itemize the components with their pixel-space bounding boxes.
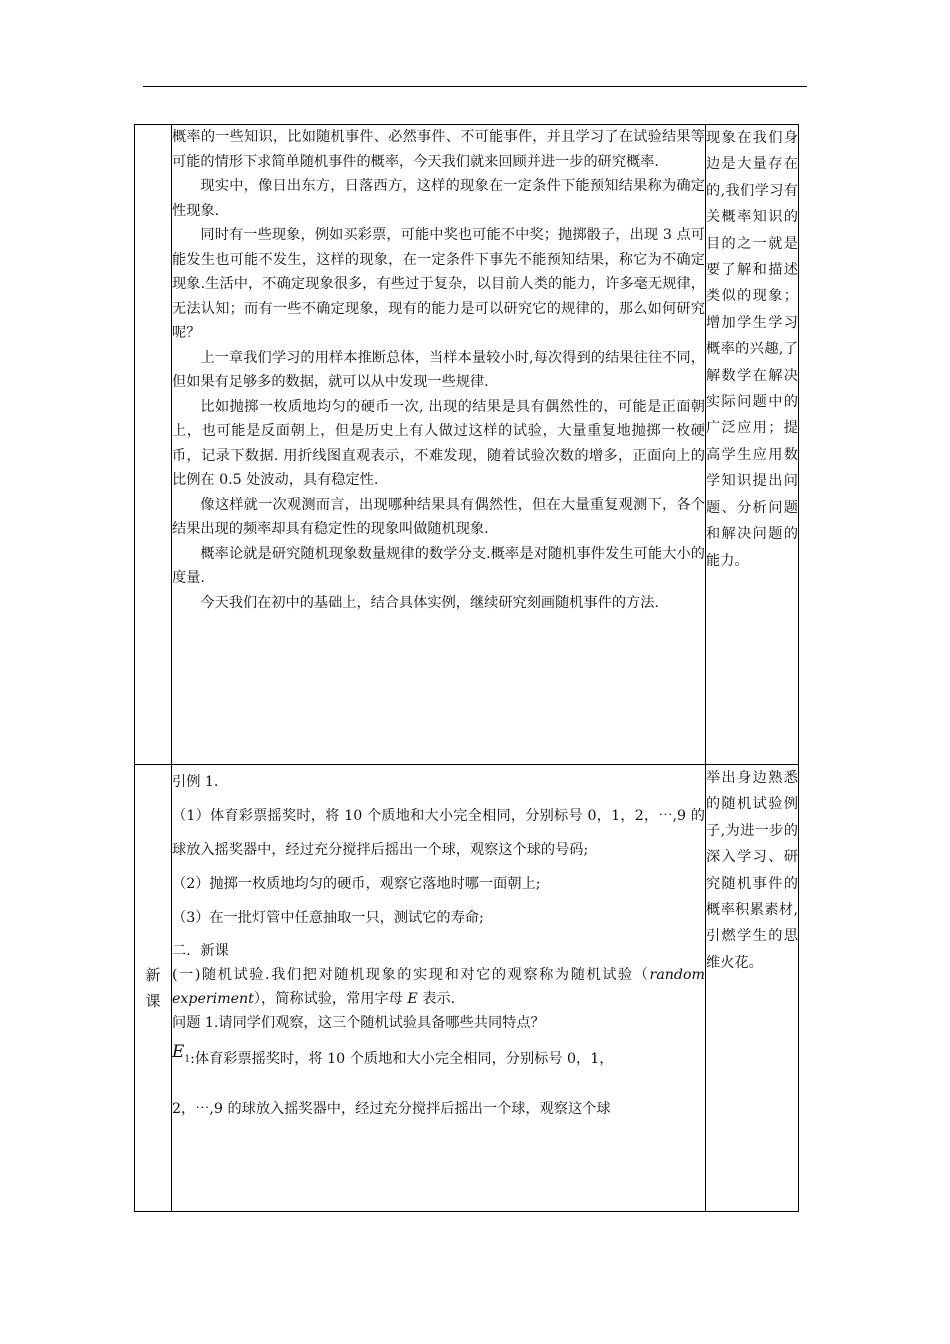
teaching-content-cell [172,125,706,765]
paragraph-uncertain: 同时有一些现象，例如买彩票，可能中奖也可能不中奖；抛掷骰子，出现 3 点可能发生也可能不发生，这样的现象，在一定条件下事先不能预知结果，称它为不确定现象.生活中，不确定现象很多，有些过于复杂，以目前人类的能力，许多毫无规律，无法认知；而有一些不确定现象，现有的能力是可以研究它的规律的，那么如何研究呢？ [172,227,705,341]
design-intent-cell: 现象在我们身边是大量存在的,我们学习有关概率知识的目的之一就是要了解和描述类似的现象；增加学生学习概率的兴趣,了解数学在解决实际问题中的广泛应用；提高学生应用数学知识提出问题、分析问题和解决问题的能力。 [706,125,799,765]
definition-prefix: (一)随机试验.我们把对随机现象的实现和对它的观察称为随机试验（ [172,967,650,983]
paragraph-intro: 概率的一些知识，比如随机事件、必然事件、不可能事件，并且学习了在试验结果等可能的情形下求简单随机事件的概率，今天我们就来回顾并进一步的研究概率. [172,129,705,170]
definition-letter: E [407,991,418,1007]
stage-label-char: 新 [145,966,161,984]
design-intent-cell: 举出身边熟悉的随机试验例子,为进一步的深入学习、研究随机事件的概率积累素材,引燃学生的思维火花。 [706,765,799,1212]
experiment-e1-continued: 2，⋯,9 的球放入摇奖器中，经过充分搅拌后摇出一个球，观察这个球 [172,1101,611,1118]
paragraph-today: 今天我们在初中的基础上，结合具体实例，继续研究刻画随机事件的方法. [200,594,659,611]
example-item-1: （1）体育彩票摇奖时，将 10 个质地和大小完全相同，分别标号 0，1，2，⋯,9 的球放入摇奖器中，经过充分搅拌后摇出一个球，观察这个球的号码; [172,808,705,858]
example-item-3: （3）在一批灯管中任意抽取一只，测试它的寿命; [172,910,484,926]
example-title: 引例 1. [172,774,219,790]
experiment-e1 [172,1041,705,1082]
new-lesson-content-cell [172,765,706,1212]
table-row [135,125,799,765]
paragraph-random-phenomenon: 像这样就一次观测而言，出现哪种结果具有偶然性，但在大量重复观测下，各个结果出现的频率却具有稳定性的现象叫做随机现象. [172,496,705,537]
question-1: 问题 1.请同学们观察，这三个随机试验具备哪些共同特点？ [172,1015,545,1031]
table-row [135,765,799,1212]
paragraph-sampling: 上一章我们学习的用样本推断总体，当样本量较小时,每次得到的结果往往不同，但如果有足够多的数据，就可以从中发现一些规律. [172,349,705,390]
paragraph-coin-example: 比如抛掷一枚质地均匀的硬币一次, 出现的结果是具有偶然性的，可能是正面朝上，也可能是反面朝上，但是历史上有人做过这样的试验，大量重复地抛掷一枚硬币，记录下数据. 用折线图直观表示，不难发现，随着试验次数的增多，正面向上的比例在 0.5 处波动，具有稳定性. [172,398,705,488]
example-item-2: （2）抛掷一枚质地均匀的硬币，观察它落地时哪一面朝上; [172,876,541,892]
stage-label-cell-empty [135,125,172,765]
header-rule [143,86,807,87]
e1-text: :体育彩票摇奖时，将 10 个质地和大小完全相同，分别标号 0，1， [190,1051,614,1067]
section-heading: 二．新课 [172,943,229,959]
definition-term: random experiment [172,967,705,1007]
e1-symbol: $E_1$ [172,1042,191,1065]
stage-label-char: 课 [145,992,161,1010]
paragraph-deterministic: 现实中，像日出东方，日落西方，这样的现象在一定条件下能预知结果称为确定性现象. [172,178,705,219]
e1-subscript: 1 [184,1054,191,1065]
definition-mid: ），简称试验，常用字母 [253,991,403,1007]
lesson-plan-table [134,124,799,1212]
paragraph-probability-theory: 概率论就是研究随机现象数量规律的数学分支.概率是对随机事件发生可能大小的度量. [172,545,705,586]
stage-label-cell [135,765,172,1212]
definition-suffix: 表示. [422,991,456,1007]
definition-random-experiment [172,963,705,1011]
